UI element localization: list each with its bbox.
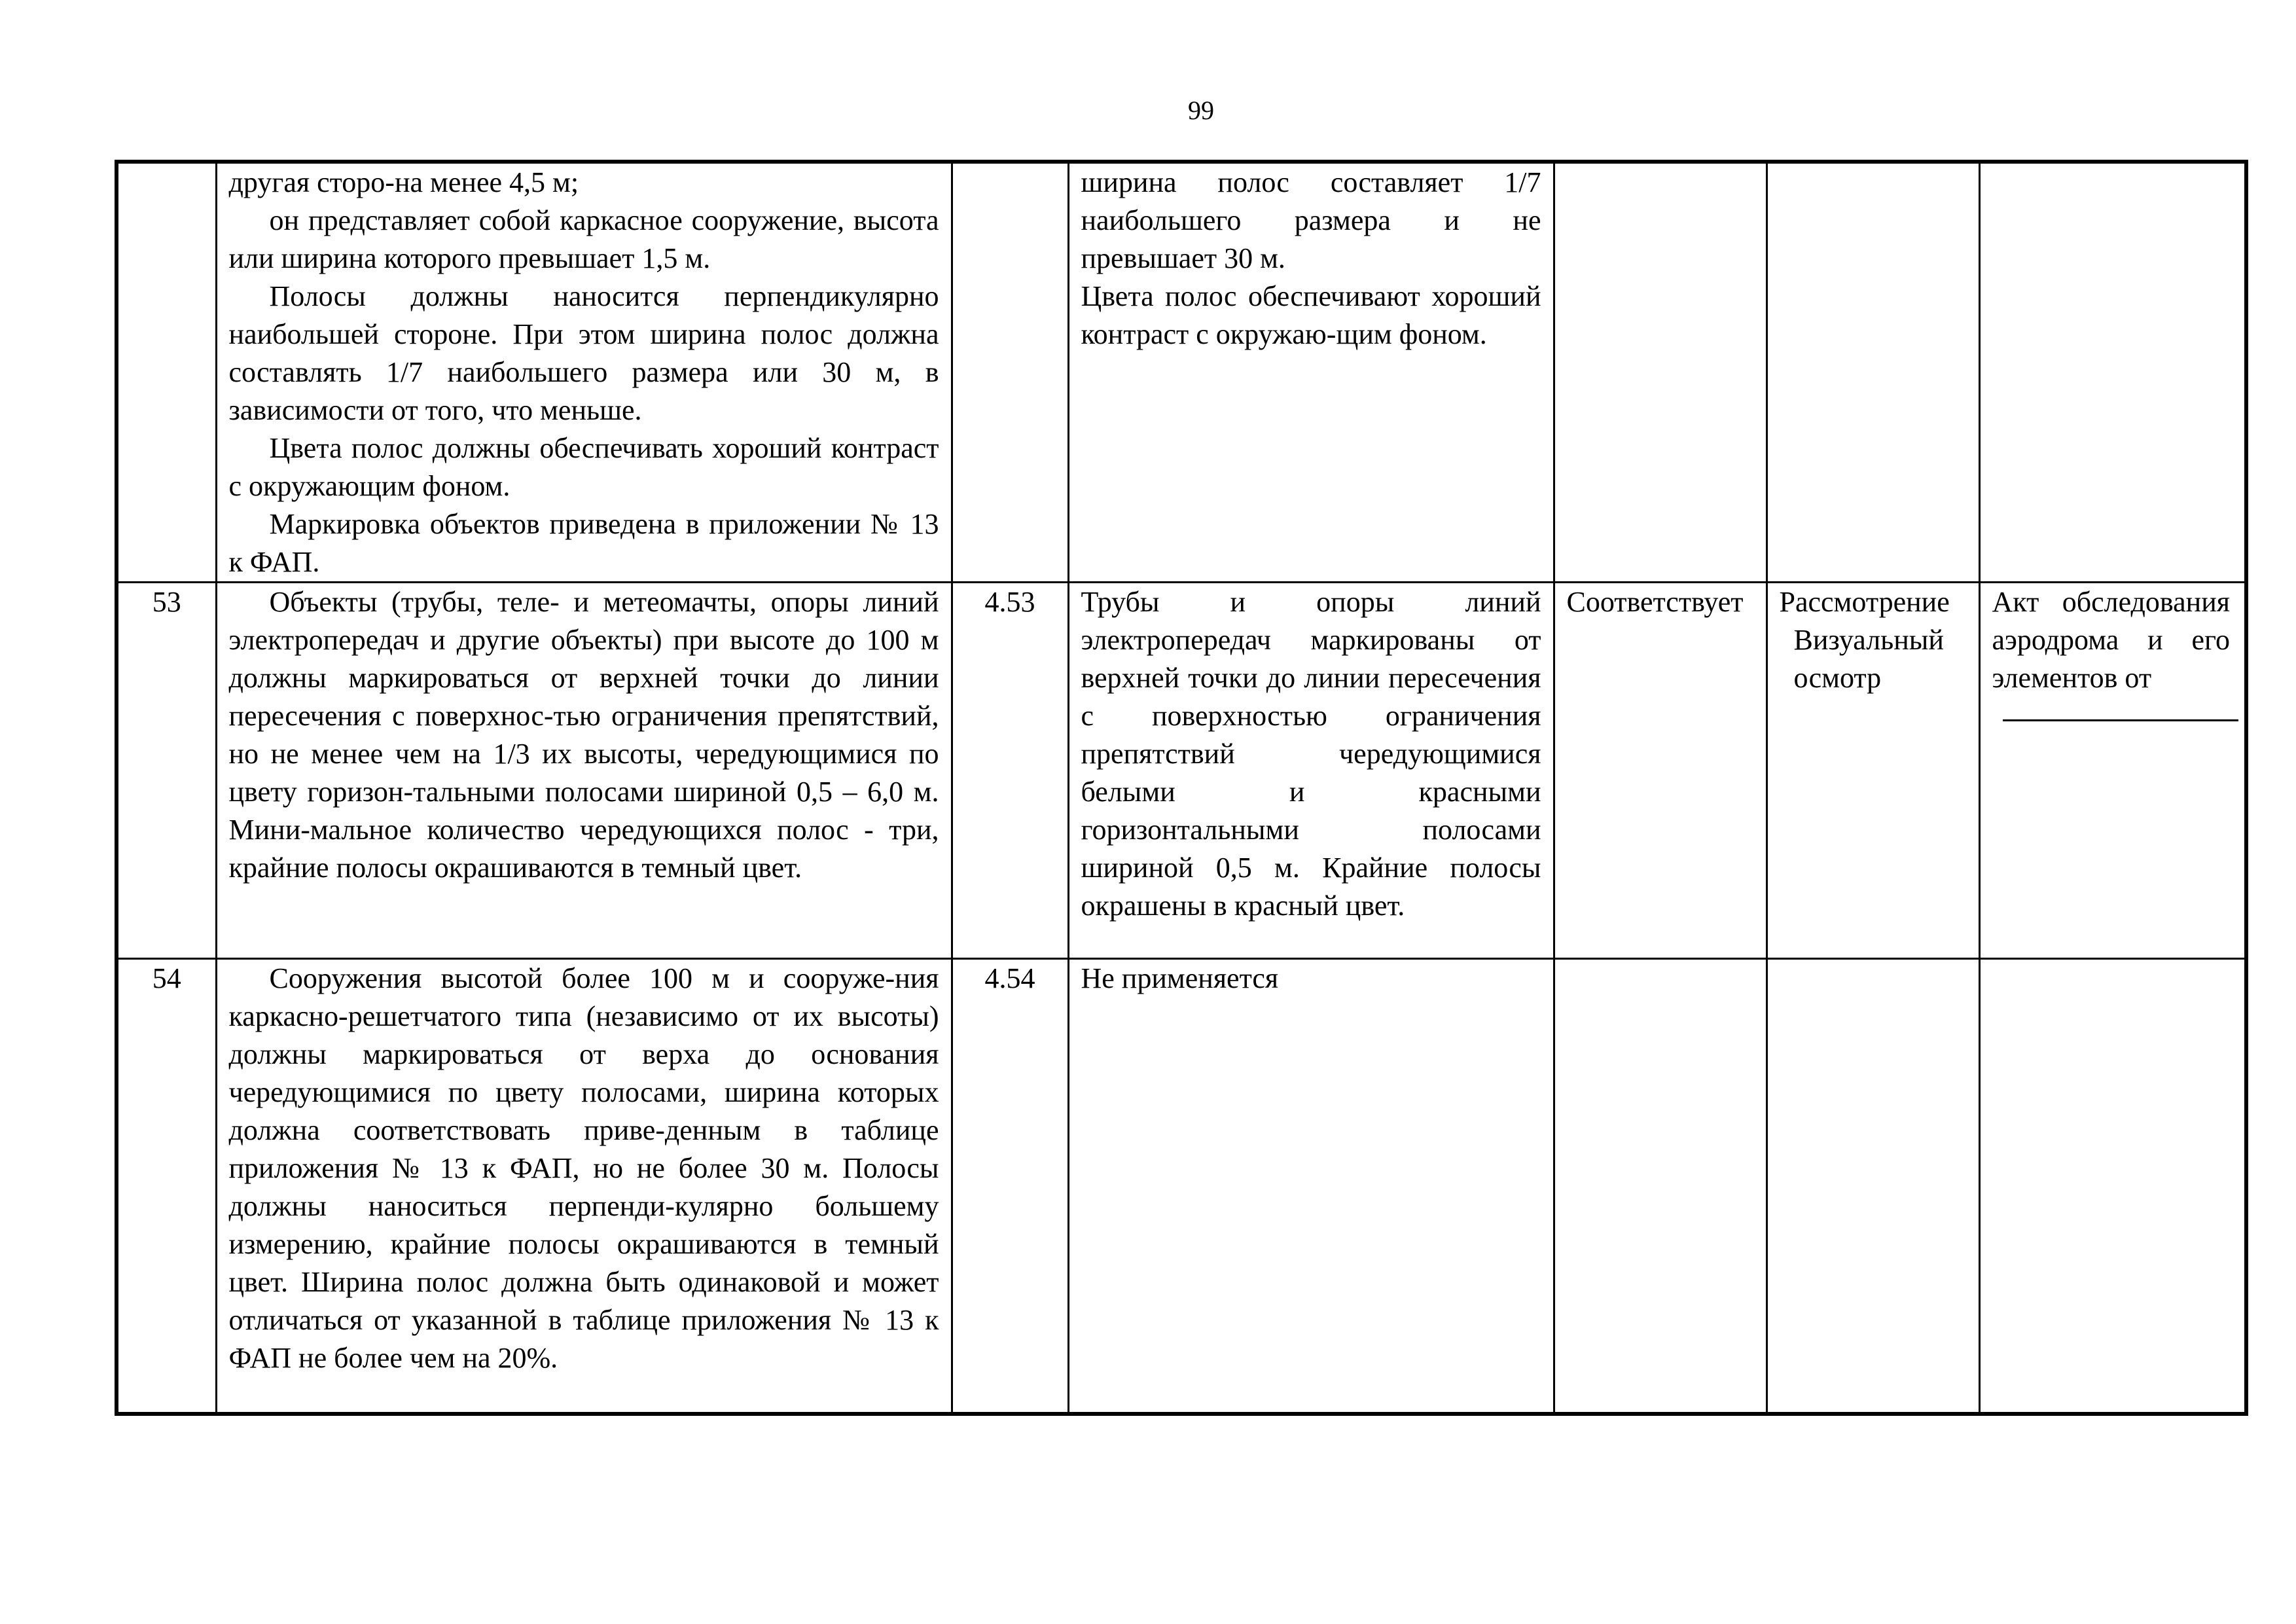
compliance-status	[1554, 162, 1767, 583]
requirement-text	[216, 583, 952, 959]
check-method	[1767, 959, 1979, 1414]
document-line: Акт обследования	[1992, 586, 2230, 618]
method-line: Рассмотрение	[1779, 586, 1950, 618]
requirement-paragraph: Объекты (трубы, теле- и метеомачты, опоры линий электропередач и другие объекты) при высоте до 100 м должны маркироваться от верхней точки до линии пересечения с поверхнос-тью ограничения препятствий, но не менее чем на 1/3 их высоты, чередующимися по цвету горизон-тальными полосами шириной 0,5 – 6,0 м. Мини-мальное количество чередующихся полос - три, крайние полосы окрашиваются в темный цвет.	[228, 586, 939, 884]
table-row	[117, 162, 2246, 583]
fact-paragraph: Цвета полос обеспечивают хороший контраст с окружаю-щим фоном.	[1081, 280, 1541, 350]
compliance-table	[115, 160, 2248, 1416]
row-number: 53	[117, 583, 216, 959]
supporting-document	[1979, 583, 2246, 959]
fact-paragraph: Не применяется	[1081, 962, 1279, 994]
clause-number: 4.53	[952, 583, 1068, 959]
page-number: 99	[1188, 96, 1214, 125]
fact-paragraph: Трубы и опоры линий электропередач маркированы от верхней точки до линии пересечения с поверхностью ограничения препятствий чередующимися белыми и красными горизонтальными полосами шириной 0,5 м. Крайние полосы окрашены в красный цвет.	[1081, 586, 1541, 922]
requirement-paragraph: он представляет собой каркасное сооружение, высота или ширина которого превышает 1,5 м.	[228, 204, 939, 274]
supporting-document	[1979, 162, 2246, 583]
check-method	[1767, 162, 1979, 583]
requirement-paragraph: другая сторо-на менее 4,5 м;	[228, 166, 579, 198]
date-blank-line	[2003, 712, 2238, 721]
row-number	[117, 162, 216, 583]
requirement-paragraph: Цвета полос должны обеспечивать хороший контраст с окружающим фоном.	[228, 432, 939, 502]
compliance-status: Соответствует	[1554, 583, 1767, 959]
requirement-text	[216, 162, 952, 583]
method-line: осмотр	[1793, 662, 1882, 694]
fact-text	[1068, 583, 1554, 959]
method-line: Визуальный	[1793, 624, 1944, 656]
compliance-status	[1554, 959, 1767, 1414]
table-row	[117, 583, 2246, 959]
requirement-paragraph: Полосы должны наносится перпендикулярно наибольшей стороне. При этом ширина полос должна составлять 1/7 наибольшего размера или 30 м, в зависимости от того, что меньше.	[228, 280, 939, 426]
check-method	[1767, 583, 1979, 959]
fact-text	[1068, 959, 1554, 1414]
document-line: аэродрома и его	[1992, 624, 2230, 656]
supporting-document	[1979, 959, 2246, 1414]
requirement-text	[216, 959, 952, 1414]
table-row	[117, 959, 2246, 1414]
clause-number	[952, 162, 1068, 583]
requirement-paragraph: Сооружения высотой более 100 м и сооруже-ния каркасно-решетчатого типа (независимо от их высоты) должны маркироваться от верха до основания чередующимися по цвету полосами, ширина которых должна соответствовать приве-денным в таблице приложения № 13 к ФАП, но не более 30 м. Полосы должны наноситься перпенди-кулярно большему измерению, крайние полосы окрашиваются в темный цвет. Ширина полос должна быть одинаковой и может отличаться от указанной в таблице приложения № 13 к ФАП не более чем на 20%.	[228, 962, 939, 1374]
fact-paragraph: ширина полос составляет 1/7 наибольшего размера и не превышает 30 м.	[1081, 166, 1541, 274]
document-line: элементов от	[1992, 662, 2152, 694]
fact-text	[1068, 162, 1554, 583]
clause-number: 4.54	[952, 959, 1068, 1414]
row-number: 54	[117, 959, 216, 1414]
requirement-paragraph: Маркировка объектов приведена в приложении № 13 к ФАП.	[228, 508, 939, 578]
